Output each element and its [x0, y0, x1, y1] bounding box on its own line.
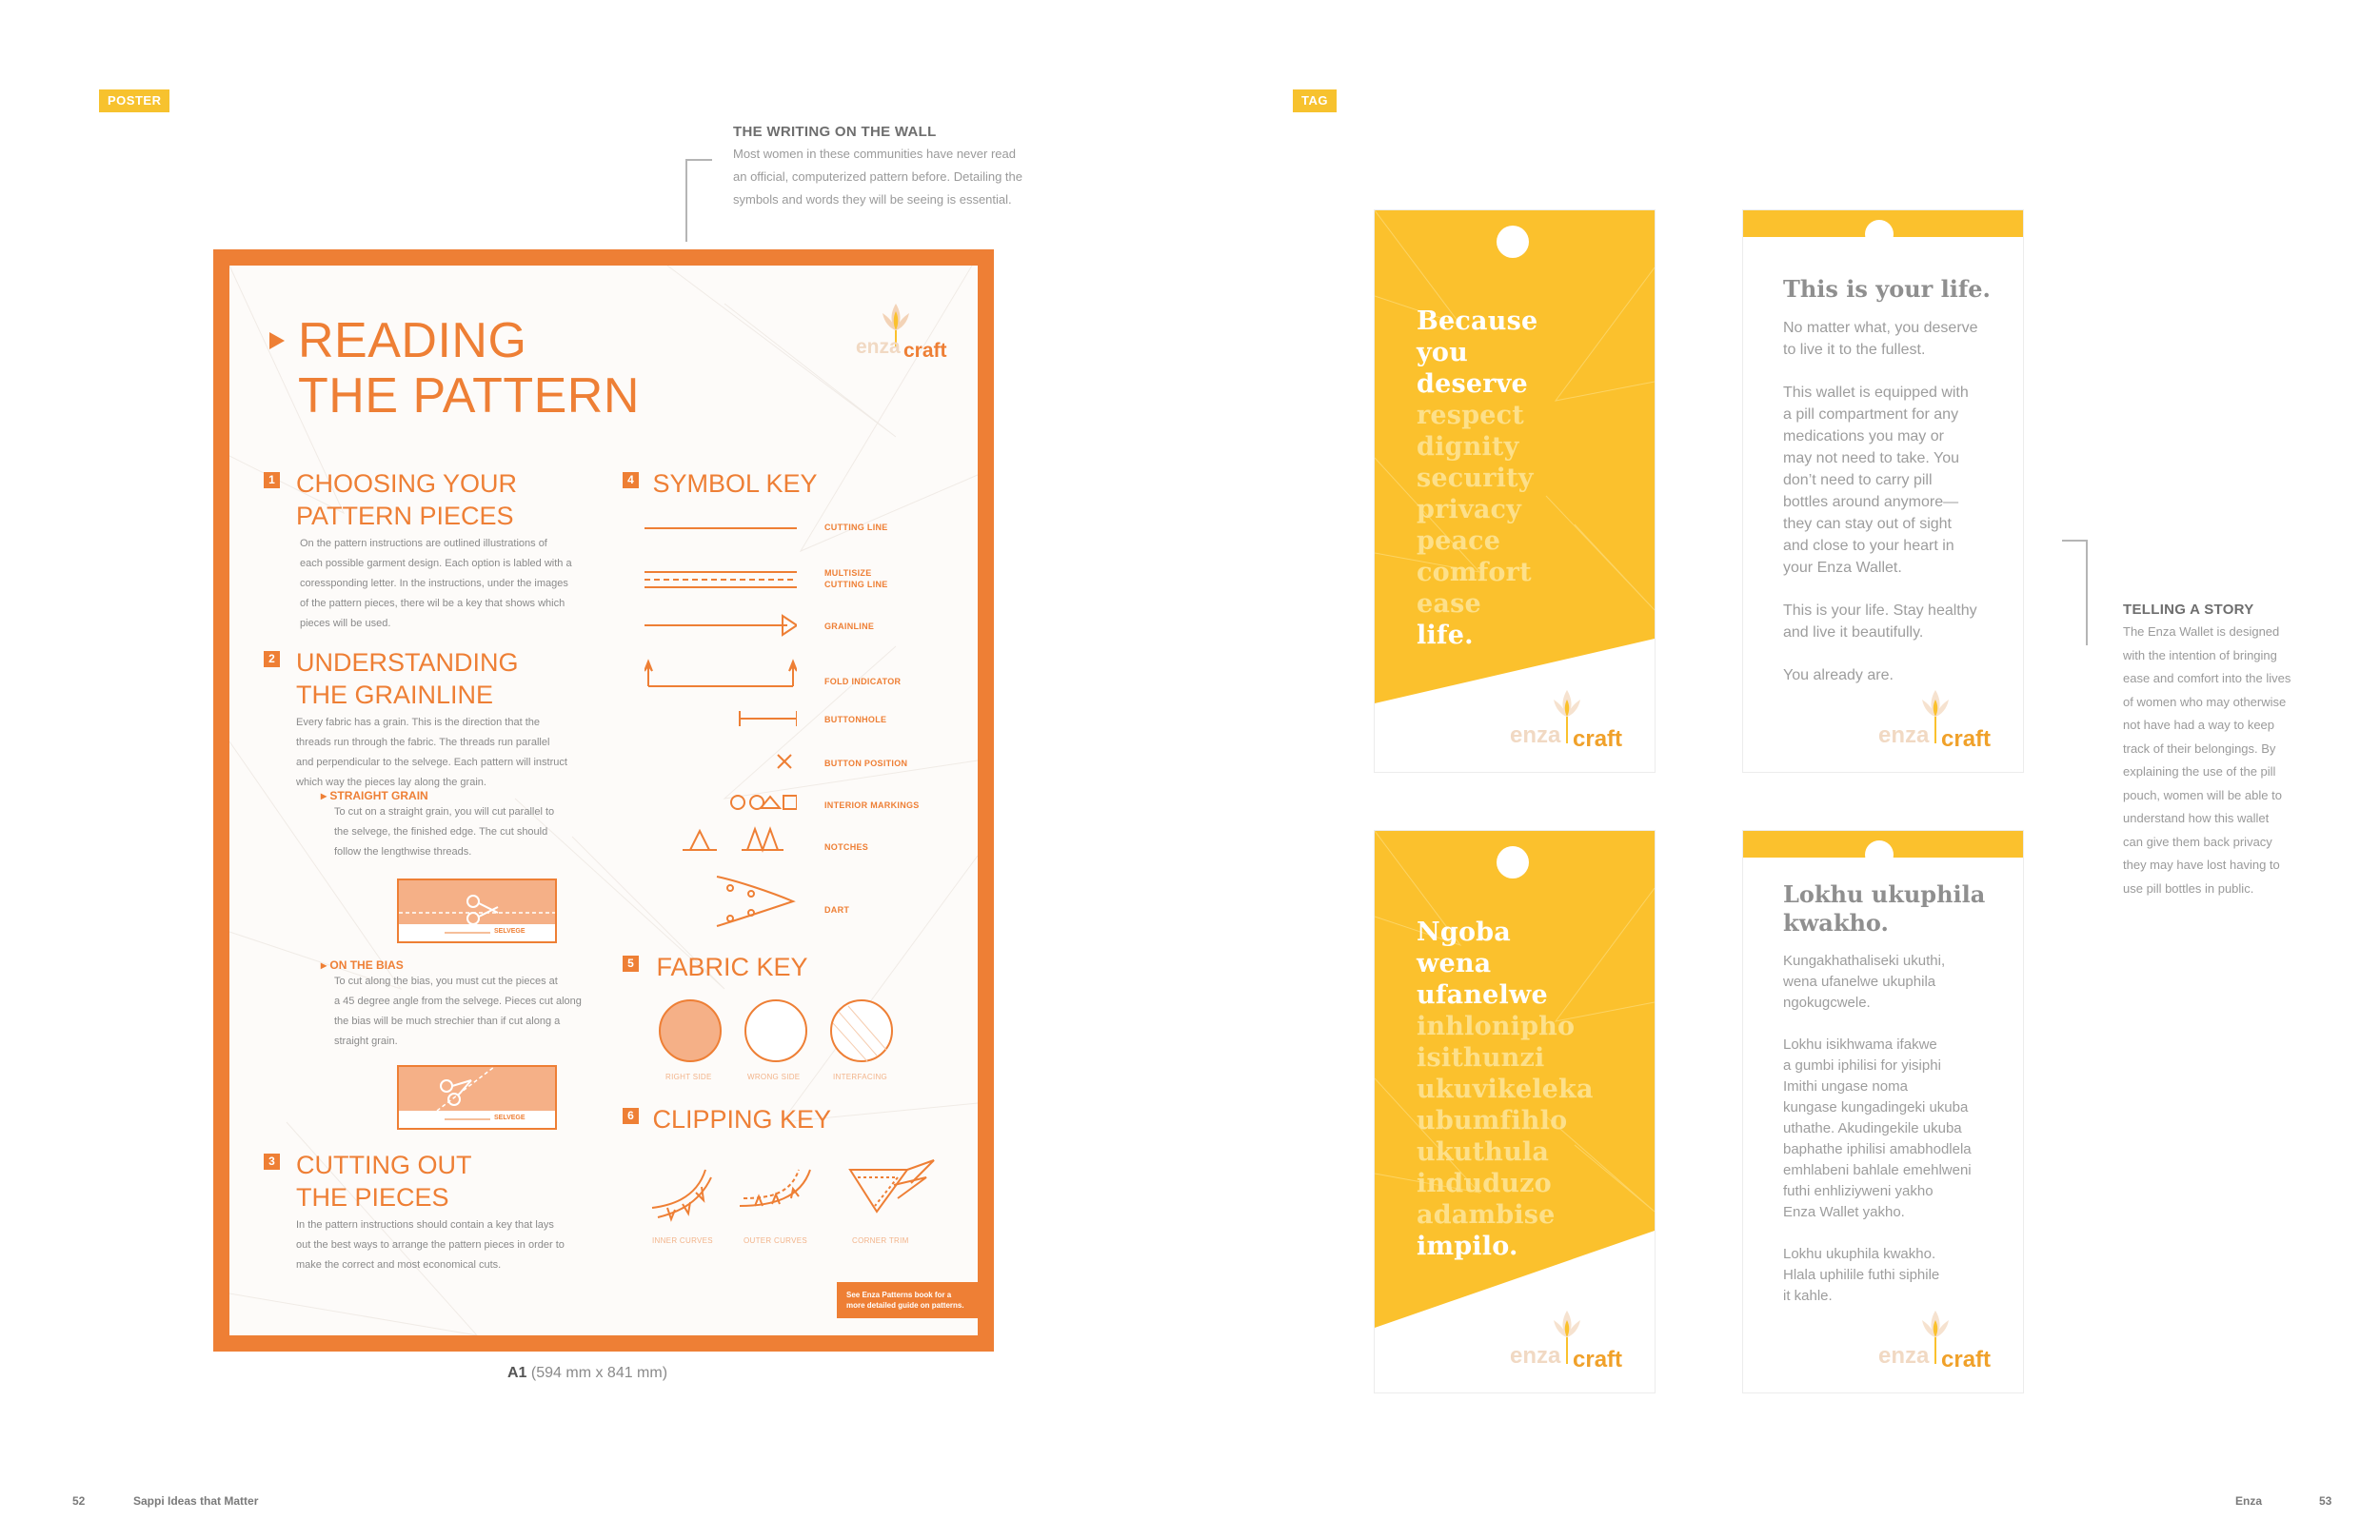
tag-line: respect [1417, 401, 1524, 430]
section-title-line: THE PIECES [296, 1183, 449, 1212]
page-number-right: 53 [2319, 1494, 2332, 1508]
body-line: each possible garment design. Each option is labled with a [300, 558, 572, 569]
story-note-line: can give them back privacy [2123, 834, 2272, 849]
section-number: 4 [623, 472, 639, 488]
body-line: which way the pieces lay along the grain. [296, 777, 486, 788]
body-line: On the pattern instructions are outlined illustrations of [300, 538, 547, 549]
section-title [296, 646, 519, 711]
body-line: a gumbi iphilisi for yisiphi [1783, 1057, 1941, 1074]
straight-grain-title: ▸ STRAIGHT GRAIN [321, 789, 428, 802]
section-fabric-key [623, 951, 808, 983]
on-bias-body [321, 972, 645, 1052]
tag-zulu-front [1374, 830, 1656, 1393]
tag-line: impilo. [1417, 1232, 1518, 1261]
writing-note [733, 124, 1133, 211]
body-line: emhlabeni bahlale emehlweni [1783, 1162, 1972, 1178]
body-line: medications you may or [1783, 428, 1944, 444]
key-label-dart: DART [824, 905, 850, 915]
body-line: they can stay out of sight [1783, 516, 1952, 532]
tag-line: life. [1417, 621, 1474, 650]
logo-enza-text: enza [856, 336, 901, 358]
writing-note-line: an official, computerized pattern before. Detailing the [733, 169, 1022, 184]
key-label-interior-markings: INTERIOR MARKINGS [824, 800, 920, 810]
section-symbol-key [623, 467, 818, 500]
story-note-line: use pill bottles in public. [2123, 880, 2254, 896]
section-number: 1 [264, 472, 280, 488]
tag-back-heading [1783, 880, 1985, 938]
body-line: and perpendicular to the selvege. Each pattern will instruct [296, 757, 567, 768]
body-line: your Enza Wallet. [1783, 560, 1902, 576]
body-line: and close to your heart in [1783, 538, 1954, 554]
tag-back-body [1783, 317, 2012, 686]
section-number: 6 [623, 1108, 639, 1124]
section-number: 5 [623, 956, 639, 972]
poster-label: POSTER [99, 89, 169, 112]
body-line: to live it to the fullest. [1783, 342, 1926, 358]
page-number-left: 52 [72, 1494, 86, 1508]
selvege-label: SELVEGE [494, 928, 526, 935]
tag-line: dignity [1417, 432, 1519, 462]
tag-label: TAG [1293, 89, 1337, 112]
section-clipping-key [623, 1103, 831, 1135]
key-label-multisize: MULTISIZE [824, 568, 872, 578]
fabric-key-circles [658, 998, 896, 1067]
logo-enza-text: enza [1510, 722, 1561, 748]
body-line: coressponding letter. In the instructions, under the images [300, 578, 568, 589]
tag-zulu-back [1742, 830, 2024, 1393]
section-title-line: CUTTING OUT [296, 1151, 472, 1179]
tag-hole [1497, 226, 1529, 258]
tag-line: peace [1417, 526, 1501, 556]
body-line: Lokhu isikhwama ifakwe [1783, 1037, 1937, 1053]
fabric-label-right-side: RIGHT SIDE [665, 1073, 712, 1081]
story-note-title: TELLING A STORY [2123, 602, 2254, 618]
body-line: To cut on a straight grain, you will cut parallel to [334, 806, 555, 818]
poster-inner [229, 266, 978, 1335]
straight-grain-title-text: STRAIGHT GRAIN [329, 789, 428, 802]
section-grainline [264, 646, 645, 788]
poster-footer-note [837, 1282, 978, 1318]
body-line: don’t need to carry pill [1783, 472, 1933, 488]
tag-line: privacy [1417, 495, 1522, 524]
poster-title-line: THE PATTERN [298, 368, 640, 424]
enza-craft-logo [1878, 686, 2012, 757]
tag-english-back [1742, 209, 2024, 773]
story-note-line: of women who may otherwise [2123, 694, 2287, 709]
tag-line: inhlonipho [1417, 1012, 1576, 1041]
tag-line: Because [1417, 306, 1538, 336]
scissors-icon [399, 880, 555, 941]
footer-title-left: Sappi Ideas that Matter [133, 1494, 259, 1508]
straight-grain-diagram [397, 879, 557, 943]
section-body [300, 534, 643, 634]
enza-craft-logo [1878, 1307, 2012, 1377]
clip-label-corner: CORNER TRIM [852, 1236, 909, 1245]
story-note-body [2123, 621, 2351, 900]
story-note-line: The Enza Wallet is designed [2123, 624, 2280, 639]
section-number: 2 [264, 651, 280, 667]
writing-note-title: THE WRITING ON THE WALL [733, 124, 937, 140]
enza-craft-logo [856, 300, 961, 376]
section-title [296, 1149, 471, 1214]
body-line: straight grain. [334, 1036, 398, 1047]
body-line: futhi enhliziyweni yakho [1783, 1183, 1934, 1199]
poster-size-caption [507, 1365, 667, 1382]
body-line: This wallet is equipped with [1783, 385, 1969, 401]
body-line: Lokhu ukuphila kwakho. [1783, 1246, 1936, 1262]
body-line: a pill compartment for any [1783, 406, 1959, 423]
story-note-line: explaining the use of the pill [2123, 764, 2276, 779]
body-line: Every fabric has a grain. This is the direction that the [296, 717, 540, 728]
tag-message [1417, 917, 1594, 1262]
body-line: Kungakhathaliseki ukuthi, [1783, 953, 1946, 969]
body-line: This is your life. Stay healthy [1783, 602, 1977, 619]
tag-line: you [1417, 338, 1468, 367]
poster-title [298, 313, 640, 424]
section-title-line: CHOOSING YOUR [296, 469, 518, 498]
footer-note-line: more detailed guide on patterns. [846, 1301, 964, 1310]
body-line: Hlala uphilile futhi siphile [1783, 1267, 1940, 1283]
logo-enza-text: enza [1878, 722, 1930, 748]
tag-line: ubumfihlo [1417, 1106, 1568, 1135]
logo-craft-text: craft [1941, 1347, 1992, 1372]
tag-english-front [1374, 209, 1656, 773]
tag-back-heading: This is your life. [1783, 275, 1991, 303]
body-line: follow the lengthwise threads. [334, 846, 472, 858]
story-note-line: track of their belongings. By [2123, 740, 2276, 756]
tag-line: isithunzi [1417, 1043, 1545, 1073]
key-label-fold-indicator: FOLD INDICATOR [824, 677, 902, 686]
tag-line: security [1417, 464, 1534, 493]
body-line: bottles around anymore— [1783, 494, 1959, 510]
size-bold: A1 [507, 1365, 527, 1381]
tag-line: Ngoba [1417, 918, 1511, 947]
tag-line: ufanelwe [1417, 980, 1548, 1010]
body-line: kungase kungadingeki ukuba [1783, 1099, 1969, 1116]
section-title-line: PATTERN PIECES [296, 502, 514, 530]
section-cutting-pieces [264, 1149, 645, 1271]
body-line: make the correct and most economical cuts. [296, 1259, 502, 1271]
key-label-multisize-line: CUTTING LINE [824, 580, 888, 589]
section-title [296, 467, 517, 532]
section-choosing-pieces [264, 467, 625, 629]
section-number: 3 [264, 1154, 280, 1170]
key-label-grainline: GRAINLINE [824, 622, 875, 631]
tag-hole [1497, 846, 1529, 879]
scissors-icon [399, 1067, 555, 1128]
writing-note-line: Most women in these communities have never read [733, 147, 1016, 161]
footer-title-right: Enza [2235, 1494, 2263, 1508]
story-note-line: ease and comfort into the lives [2123, 671, 2291, 685]
body-line: it kahle. [1783, 1288, 1833, 1304]
body-line: the bias will be much strechier than if cut along a [334, 1016, 561, 1027]
body-line: threads run through the fabric. The threads run parallel [296, 737, 550, 748]
body-line: ngokugcwele. [1783, 995, 1871, 1011]
tag-line: ukuvikeleka [1417, 1075, 1594, 1104]
story-note-line: understand how this wallet [2123, 811, 2270, 825]
tag-line: ease [1417, 589, 1481, 619]
body-line: You already are. [1783, 667, 1894, 683]
story-note-line: they may have lost having to [2123, 858, 2280, 872]
tag-back-body [1783, 951, 2012, 1307]
clip-label-inner: INNER CURVES [652, 1236, 713, 1245]
body-line: No matter what, you deserve [1783, 320, 1978, 336]
writing-note-line: symbols and words they will be seeing is essential. [733, 192, 1012, 207]
section-body [296, 1215, 648, 1275]
tag-hole [1865, 220, 1894, 248]
straight-grain-body [321, 802, 645, 862]
section-title: SYMBOL KEY [652, 469, 818, 498]
body-line: pieces will be used. [300, 618, 391, 629]
annotation-bracket [684, 158, 722, 244]
on-bias-diagram [397, 1065, 557, 1130]
tag-line: ukuthula [1417, 1137, 1550, 1167]
selvege-label: SELVEGE [494, 1115, 526, 1121]
logo-craft-text: craft [1573, 1347, 1623, 1372]
on-bias-block [321, 958, 645, 1052]
body-line: In the pattern instructions should contain a key that lays [296, 1219, 554, 1231]
section-title-line: UNDERSTANDING [296, 648, 519, 677]
body-line: To cut along the bias, you must cut the pieces at [334, 976, 558, 987]
body-line: and live it beautifully. [1783, 624, 1924, 641]
body-line: Enza Wallet yakho. [1783, 1204, 1905, 1220]
heading-line: Lokhu ukuphila [1783, 880, 1986, 908]
tag-message [1417, 306, 1537, 651]
body-line: Imithi ungase noma [1783, 1078, 1908, 1095]
straight-grain-block [321, 789, 645, 862]
logo-enza-text: enza [1510, 1343, 1561, 1369]
logo-craft-text: craft [1941, 726, 1992, 752]
size-rest: (594 mm x 841 mm) [526, 1365, 668, 1381]
tag-hole [1865, 840, 1894, 869]
section-body [296, 713, 648, 793]
logo-craft-text: craft [1573, 726, 1623, 752]
body-line: of the pattern pieces, there wil be a key that shows which [300, 598, 565, 609]
tag-line: comfort [1417, 558, 1532, 587]
body-line: a 45 degree angle from the selvege. Pieces cut along [334, 996, 582, 1007]
annotation-bracket [2060, 539, 2098, 653]
body-line: the selvege, the finished edge. The cut should [334, 826, 548, 838]
body-line: wena ufanelwe ukuphila [1783, 974, 1936, 990]
title-arrow-icon [268, 330, 287, 351]
section-title: CLIPPING KEY [652, 1105, 832, 1134]
enza-craft-logo [1510, 1307, 1643, 1377]
key-label-buttonhole: BUTTONHOLE [824, 715, 887, 724]
story-note-line: not have had a way to keep [2123, 718, 2275, 732]
clipping-key-icons [648, 1151, 962, 1227]
on-bias-title: ▸ ON THE BIAS [321, 958, 404, 972]
tag-line: deserve [1417, 369, 1528, 399]
story-note [2123, 602, 2351, 900]
poster-title-line: READING [298, 313, 527, 368]
tag-line: induduzo [1417, 1169, 1552, 1198]
on-bias-title-text: ON THE BIAS [329, 958, 404, 972]
key-label-button-position: BUTTON POSITION [824, 759, 908, 768]
fabric-label-wrong-side: WRONG SIDE [747, 1073, 801, 1081]
enza-craft-logo [1510, 686, 1643, 757]
key-label-cutting-line: CUTTING LINE [824, 523, 888, 532]
body-line: baphathe iphilisi amabhodlela [1783, 1141, 1972, 1157]
body-line: out the best ways to arrange the pattern pieces in order to [296, 1239, 565, 1251]
logo-craft-text: craft [903, 340, 947, 362]
clip-label-outer: OUTER CURVES [744, 1236, 808, 1245]
body-line: may not need to take. You [1783, 450, 1960, 466]
tag-line: wena [1417, 949, 1492, 978]
heading-line: kwakho. [1783, 909, 1889, 937]
story-note-line: with the intention of bringing [2123, 647, 2277, 662]
fabric-label-interfacing: INTERFACING [833, 1073, 888, 1081]
footer-note-line: See Enza Patterns book for a [846, 1291, 952, 1299]
story-note-line: pouch, women will be able to [2123, 787, 2282, 802]
section-title: FABRIC KEY [656, 953, 808, 981]
body-line: uthathe. Akudingekile ukuba [1783, 1120, 1962, 1136]
key-label-notches: NOTCHES [824, 842, 869, 852]
poster [213, 249, 994, 1352]
section-title-line: THE GRAINLINE [296, 681, 494, 709]
writing-note-body [733, 143, 1133, 211]
logo-enza-text: enza [1878, 1343, 1930, 1369]
tag-line: adambise [1417, 1200, 1556, 1230]
